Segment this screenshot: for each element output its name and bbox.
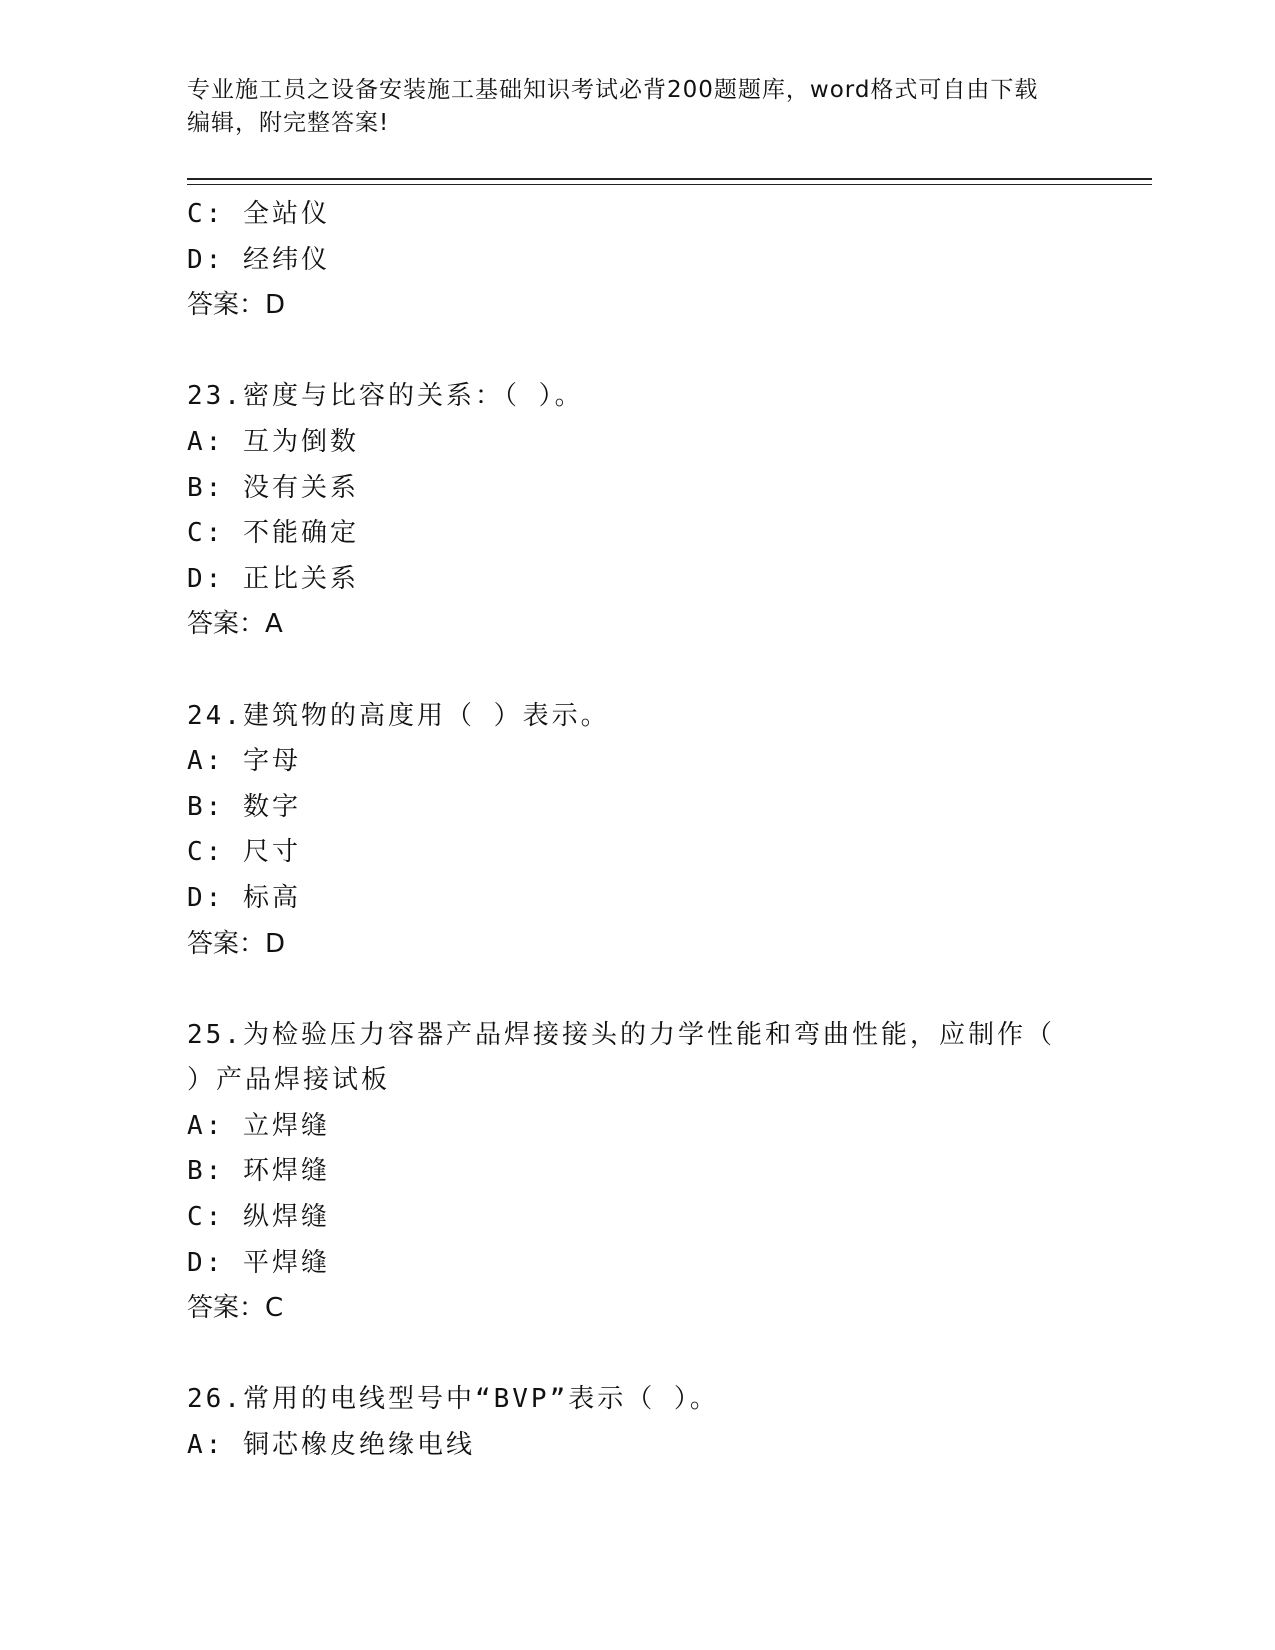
option-d: D: 正比关系 <box>187 563 359 594</box>
question-text: 24.建筑物的高度用（ ）表示。 <box>187 700 610 731</box>
question-text: 23.密度与比容的关系：（ ）。 <box>187 381 584 412</box>
option-c: C: 不能确定 <box>187 518 359 549</box>
spacer <box>187 648 1067 694</box>
spacer <box>187 967 1067 1013</box>
option-c: C: 尺寸 <box>187 837 301 868</box>
header-divider-thick <box>187 178 1152 180</box>
option-b: B: 数字 <box>187 791 301 822</box>
question-block-26 <box>187 1377 1067 1468</box>
answer-line: 答案：A <box>187 609 283 640</box>
option-d: D: 标高 <box>187 882 301 913</box>
header-title-line-2: 编辑，附完整答案! <box>187 110 390 136</box>
spacer <box>187 329 1067 375</box>
option-c: C: 纵焊缝 <box>187 1202 330 1233</box>
option-a: A: 字母 <box>187 746 301 777</box>
question-block-24 <box>187 694 1067 968</box>
question-block-25 <box>187 1013 1067 1332</box>
question-block-22-tail <box>187 192 1067 329</box>
option-b: B: 没有关系 <box>187 472 359 503</box>
answer-line: 答案：D <box>187 928 286 959</box>
option-b: B: 环焊缝 <box>187 1156 330 1187</box>
question-text-continued: ）产品焊接试板 <box>187 1065 391 1096</box>
answer-line: 答案：C <box>187 1293 284 1324</box>
question-block-23 <box>187 374 1067 648</box>
header-divider-thin <box>187 184 1152 185</box>
option-a: A: 铜芯橡皮绝缘电线 <box>187 1430 475 1461</box>
header-title-line-1: 专业施工员之设备安装施工基础知识考试必背200题题库，word格式可自由下载 <box>187 77 1039 103</box>
option-d: D: 经纬仪 <box>187 244 330 275</box>
spacer <box>187 1332 1067 1378</box>
option-a: A: 立焊缝 <box>187 1110 330 1141</box>
option-d: D: 平焊缝 <box>187 1247 330 1278</box>
option-a: A: 互为倒数 <box>187 426 359 457</box>
question-text: 26.常用的电线型号中“BVP”表示（ ）。 <box>187 1384 719 1415</box>
document-header <box>187 74 1087 140</box>
option-c: C: 全站仪 <box>187 199 330 229</box>
question-list <box>187 192 1067 1469</box>
question-text: 25.为检验压力容器产品焊接接头的力学性能和弯曲性能，应制作（ <box>187 1019 1055 1050</box>
answer-line: 答案：D <box>187 290 286 321</box>
